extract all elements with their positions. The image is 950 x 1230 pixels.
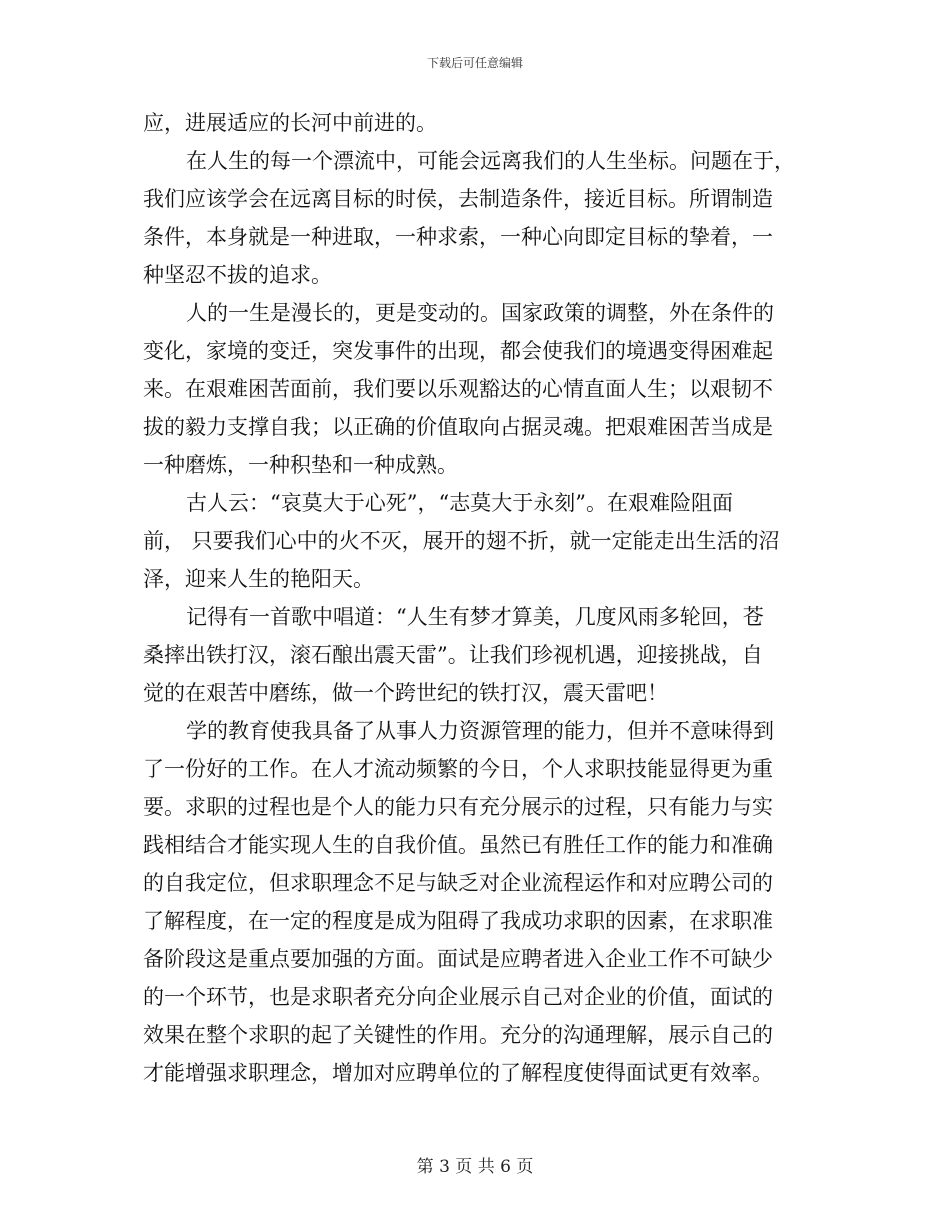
text-line: 条件，本身就是一种进取，一种求索，一种心向即定目标的挚着，一 [143, 225, 773, 249]
page-footer [0, 1152, 950, 1177]
text-line: 一种磨炼，一种积垫和一种成熟。 [143, 453, 458, 477]
text-line: 践相结合才能实现人生的自我价值。虽然已有胜任工作的能力和准确 [143, 833, 773, 857]
text-line: 拔的毅力支撑自我；以正确的价值取向占据灵魂。把艰难困苦当成是 [143, 415, 773, 439]
text-line: 的自我定位，但求职理念不足与缺乏对企业流程运作和对应聘公司的 [143, 871, 773, 895]
text-line: 要。求职的过程也是个人的能力只有充分展示的过程，只有能力与实 [143, 795, 773, 819]
text-line: 了一份好的工作。在人才流动频繁的今日，个人求职技能显得更为重 [143, 757, 773, 781]
total-pages-number: 6 [500, 1157, 511, 1177]
text-line: 应，进展适应的长河中前进的。 [143, 111, 437, 135]
text-line: 种坚忍不拔的追求。 [143, 263, 332, 287]
text-line: 变化，家境的变迁，突发事件的出现，都会使我们的境遇变得困难起 [143, 339, 773, 363]
text-line: 来。在艰难困苦面前，我们要以乐观豁达的心情直面人生；以艰韧不 [143, 377, 773, 401]
document-body [143, 104, 805, 1092]
text-line: 我们应该学会在远离目标的时侯，去制造条件，接近目标。所谓制造 [143, 187, 773, 211]
text-line: 备阶段这是重点要加强的方面。面试是应聘者进入企业工作不可缺少 [143, 947, 773, 971]
text-line: 才能增强求职理念，增加对应聘单位的了解程度使得面试更有效率。 [143, 1061, 773, 1085]
page-label-prefix: 第 [416, 1157, 434, 1177]
text-line: 泽，迎来人生的艳阳天。 [143, 567, 374, 591]
text-line: 在人生的每一个漂流中，可能会远离我们的人生坐标。问题在于， [186, 149, 795, 173]
text-line: 桑摔出铁打汉，滚石酿出震天雷”。让我们珍视机遇，迎接挑战，自 [143, 643, 763, 667]
text-line: 前， 只要我们心中的火不灭，展开的翅不折，就一定能走出生活的沼 [143, 529, 780, 553]
page-label: 页 [455, 1157, 473, 1177]
text-line: 人的一生是漫长的，更是变动的。国家政策的调整，外在条件的 [186, 301, 774, 325]
total-label: 共 [477, 1157, 495, 1177]
text-line: 了解程度，在一定的程度是成为阻碍了我成功求职的因素，在求职准 [143, 909, 773, 933]
text-line: 古人云：“哀莫大于心死”，“志莫大于永刻”。在艰难险阻面 [186, 491, 733, 515]
current-page-number: 3 [439, 1157, 450, 1177]
text-line: 觉的在艰苦中磨练，做一个跨世纪的铁打汉，震天雷吧！ [143, 681, 668, 705]
text-line: 学的教育使我具备了从事人力资源管理的能力，但并不意味得到 [186, 719, 774, 743]
page-label-suffix: 页 [516, 1157, 534, 1177]
text-line: 的一个环节，也是求职者充分向企业展示自己对企业的价值，面试的 [143, 985, 773, 1009]
text-line: 记得有一首歌中唱道：“人生有梦才算美，几度风雨多轮回，苍 [186, 605, 764, 629]
text-line: 效果在整个求职的起了关键性的作用。充分的沟通理解，展示自己的 [143, 1023, 773, 1047]
page-header: 下载后可任意编辑 [426, 56, 523, 70]
